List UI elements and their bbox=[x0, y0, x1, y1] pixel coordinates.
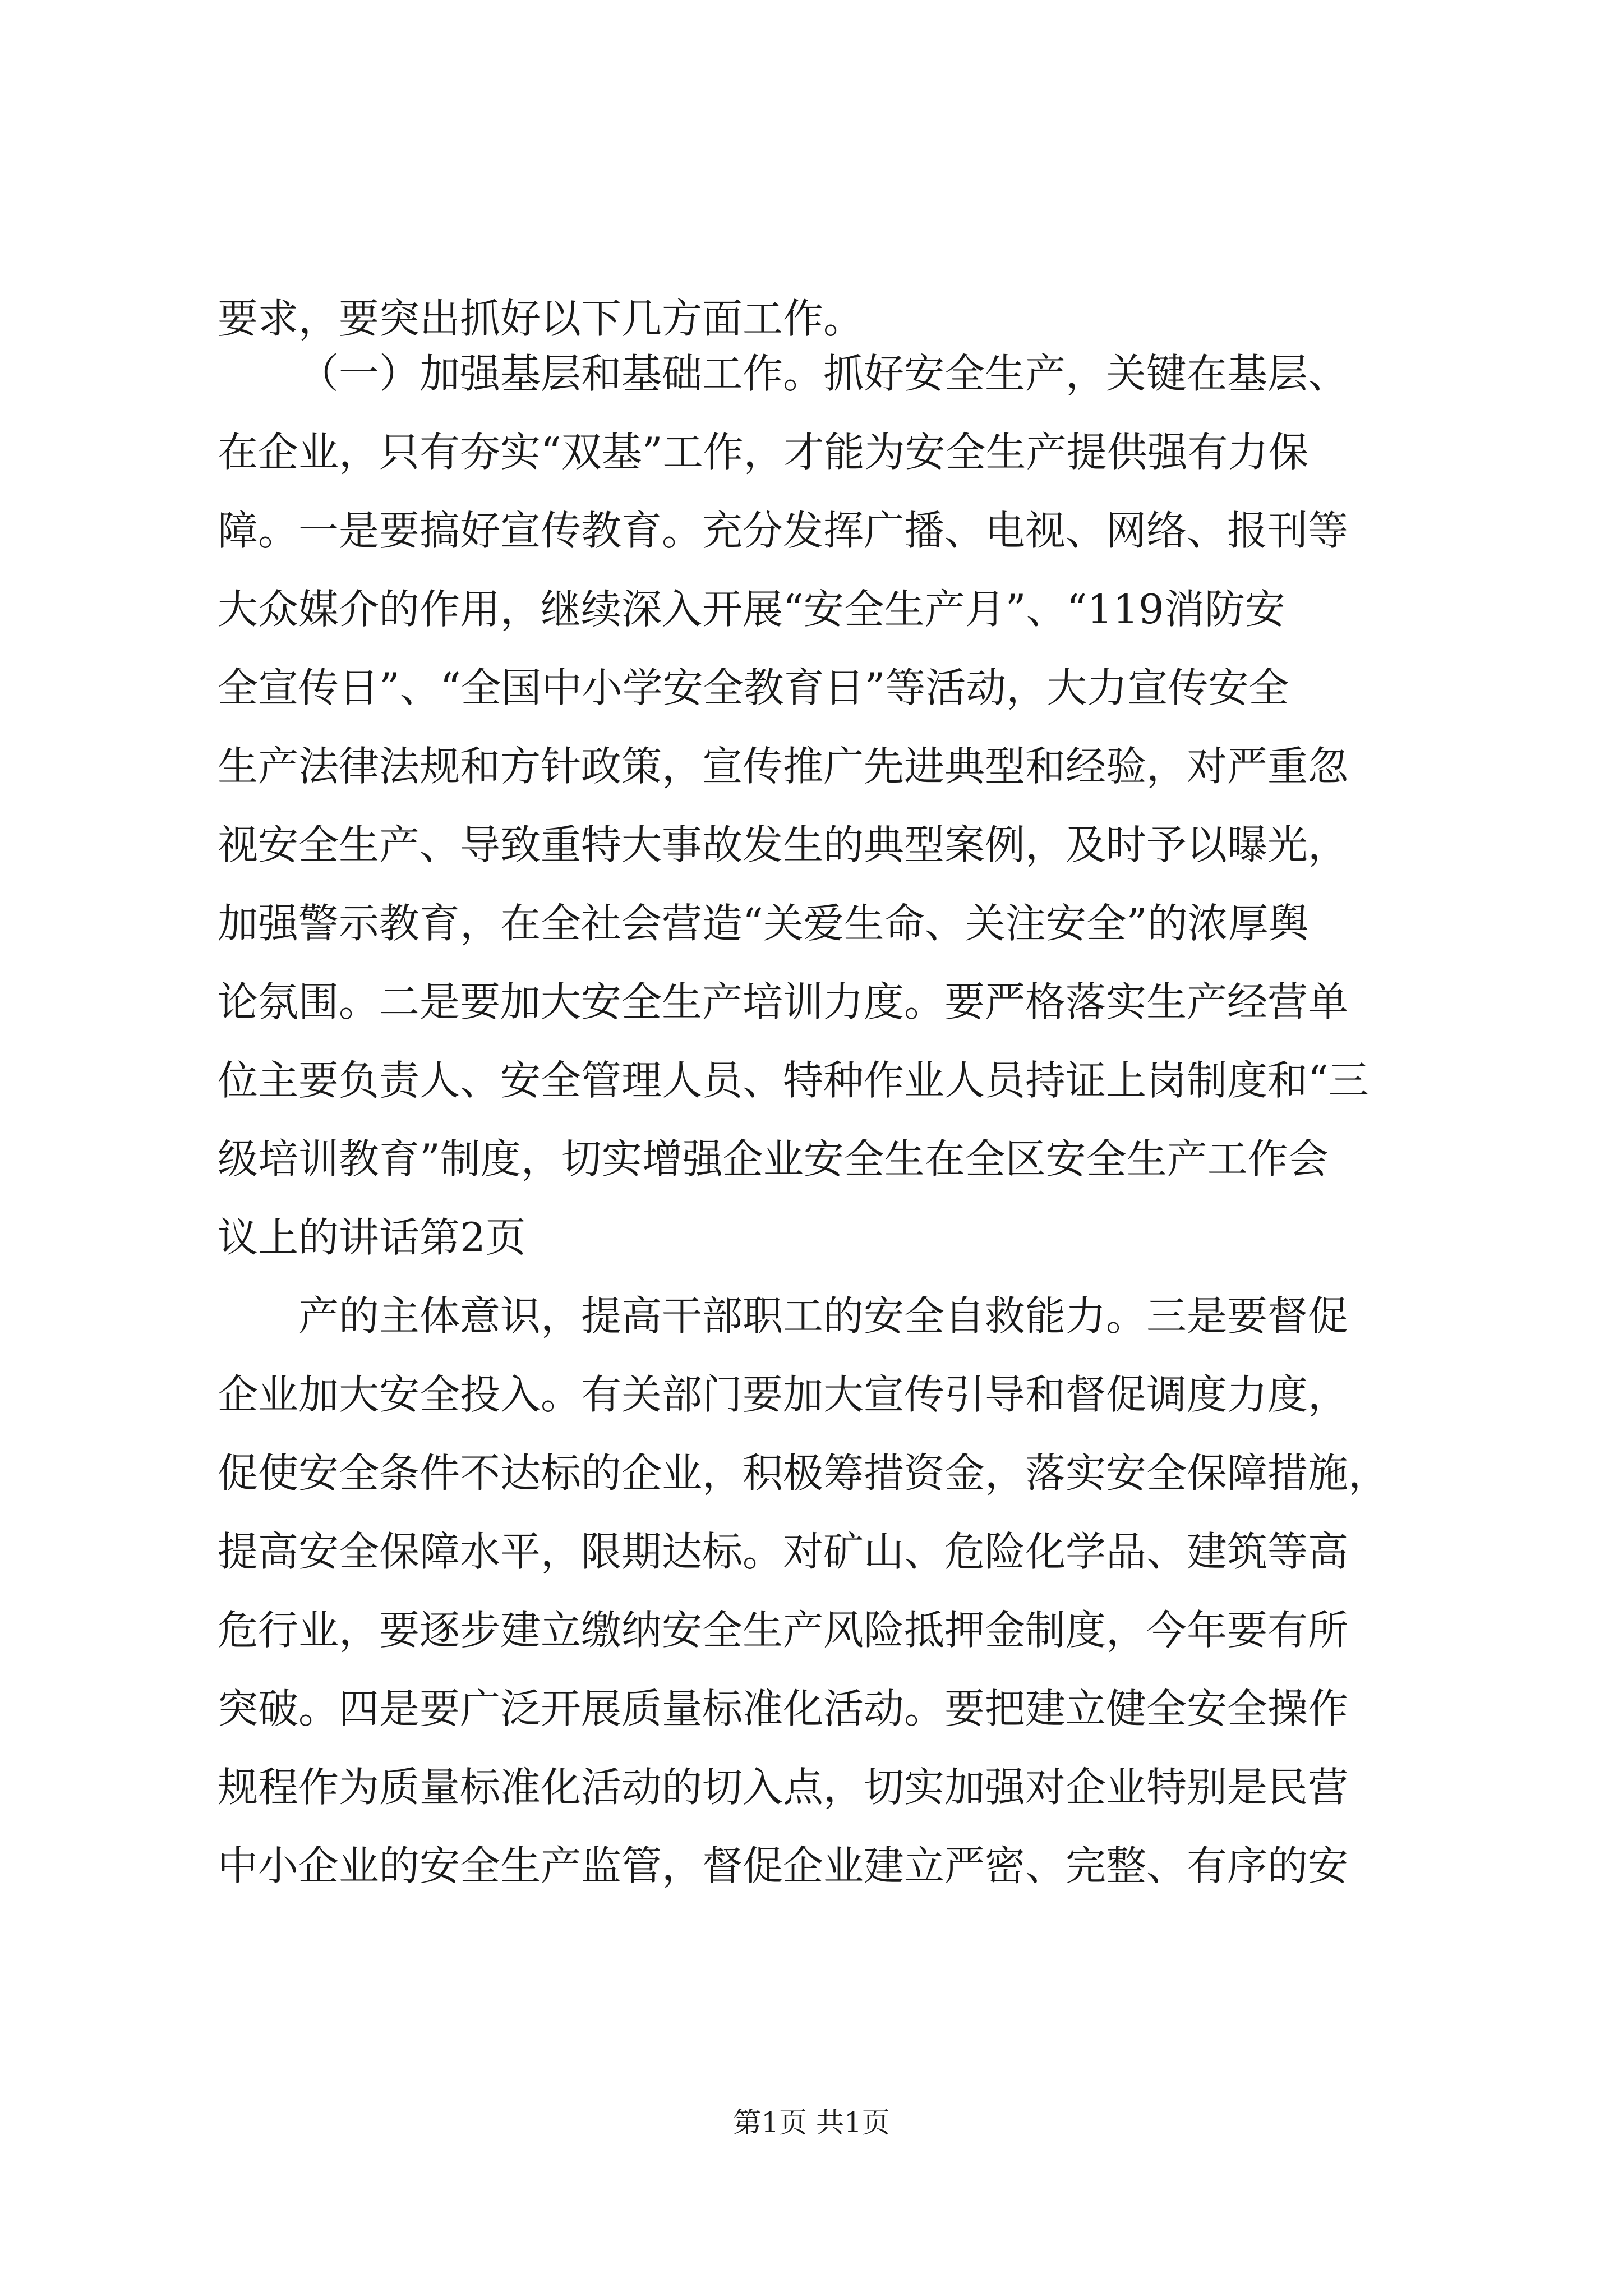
text-line: 加强警示教育，在全社会营造“关爱生命、关注安全”的浓厚舆 bbox=[218, 900, 1309, 947]
text-line: 中小企业的安全生产监管，督促企业建立严密、完整、有序的安 bbox=[218, 1842, 1349, 1889]
text-line: 大众媒介的作用，继续深入开展“安全生产月”、“119消防安 bbox=[218, 586, 1285, 633]
text-line: 突破。四是要广泛开展质量标准化活动。要把建立健全安全操作 bbox=[218, 1685, 1349, 1732]
text-line: 产的主体意识，提高干部职工的安全自救能力。三是要督促 bbox=[298, 1292, 1349, 1340]
text-line: 障。一是要搞好宣传教育。充分发挥广播、电视、网络、报刊等 bbox=[218, 507, 1349, 554]
text-line: 位主要负责人、安全管理人员、特种作业人员持证上岗制度和“三 bbox=[218, 1057, 1369, 1104]
text-line: 促使安全条件不达标的企业，积极筹措资金，落实安全保障措施， bbox=[218, 1450, 1389, 1497]
text-line: 议上的讲话第2页 bbox=[218, 1214, 526, 1261]
text-line: 在企业，只有夯实“双基”工作，才能为安全生产提供强有力保 bbox=[218, 429, 1309, 476]
text-line: 全宣传日”、“全国中小学安全教育日”等活动，大力宣传安全 bbox=[218, 664, 1289, 711]
text-line: 级培训教育”制度，切实增强企业安全生在全区安全生产工作会 bbox=[218, 1135, 1329, 1182]
page-number-footer: 第1页 共1页 bbox=[733, 2106, 890, 2139]
text-line: 要求，要突出抓好以下几方面工作。 bbox=[218, 295, 864, 342]
text-line: 视安全生产、导致重特大事故发生的典型案例，及时予以曝光， bbox=[218, 821, 1349, 868]
text-line: 提高安全保障水平，限期达标。对矿山、危险化学品、建筑等高 bbox=[218, 1528, 1349, 1575]
text-line: （一）加强基层和基础工作。抓好安全生产，关键在基层、 bbox=[298, 350, 1349, 397]
text-line: 危行业，要逐步建立缴纳安全生产风险抵押金制度，今年要有所 bbox=[218, 1607, 1349, 1654]
text-line: 规程作为质量标准化活动的切入点，切实加强对企业特别是民营 bbox=[218, 1764, 1349, 1811]
text-line: 生产法律法规和方针政策，宣传推广先进典型和经验，对严重忽 bbox=[218, 743, 1349, 790]
text-line: 论氛围。二是要加大安全生产培训力度。要严格落实生产经营单 bbox=[218, 978, 1349, 1025]
text-line: 企业加大安全投入。有关部门要加大宣传引导和督促调度力度， bbox=[218, 1371, 1349, 1418]
